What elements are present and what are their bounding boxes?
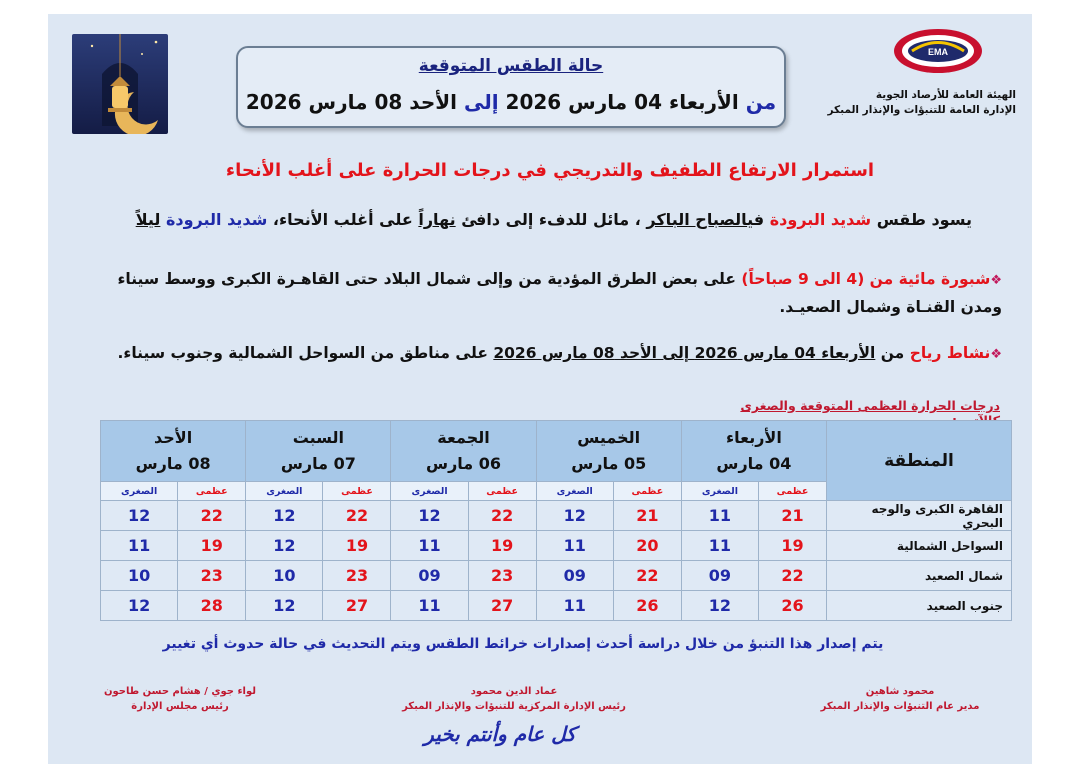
min-temp: 11	[391, 531, 468, 561]
min-temp: 12	[101, 591, 178, 621]
bullet-wind	[96, 344, 1002, 362]
fog-highlight: شبورة مائية من (4 الى 9 صباحاً)	[741, 270, 991, 288]
day-date: 08 مارس	[135, 454, 211, 473]
summary-part-4: الصباح الباكر	[646, 210, 748, 229]
day-date: 06 مارس	[426, 454, 502, 473]
summary-part-6: نهاراً	[418, 210, 456, 229]
max-temp: 23	[323, 561, 391, 591]
bullet-fog	[96, 266, 1002, 320]
day-header	[681, 421, 826, 482]
day-header	[391, 421, 536, 482]
max-label: عظمى	[613, 482, 681, 501]
greeting: كل عام وأنتم بخير	[424, 722, 576, 746]
region-name: جنوب الصعيد	[827, 591, 1012, 621]
region-header: المنطقة	[827, 421, 1012, 501]
max-temp: 21	[613, 501, 681, 531]
min-label: الصغرى	[101, 482, 178, 501]
day-name: السبت	[292, 428, 344, 447]
summary-part-3: في	[747, 210, 765, 229]
min-temp: 12	[536, 501, 613, 531]
table-row	[101, 591, 1012, 621]
table-caption: درجات الحرارة العظمى المتوقعة والصغرى	[740, 398, 1000, 413]
max-temp: 19	[759, 531, 827, 561]
max-temp: 19	[468, 531, 536, 561]
max-temp: 22	[759, 561, 827, 591]
summary-part-8: شديد البرودة	[165, 210, 268, 229]
signatory-title: مدير عام التنبؤات والإنذار المبكر	[820, 701, 980, 712]
min-label: الصغرى	[681, 482, 758, 501]
min-temp: 11	[101, 531, 178, 561]
period-mid: إلى	[463, 90, 499, 114]
day-header	[101, 421, 246, 482]
region-name: القاهرة الكبرى والوجه البحري	[827, 501, 1012, 531]
diamond-bullet-icon: ❖	[990, 347, 1002, 362]
fog-text: على بعض الطرق المؤدية من وإلى شمال البلاد حتى القاهـرة الكبرى ووسط سيناء ومدن القنـاة وشمال الصعيـد.	[117, 270, 1002, 316]
max-temp: 27	[468, 591, 536, 621]
max-label: عظمى	[178, 482, 246, 501]
wind-prefix: من	[880, 344, 905, 362]
ramadan-lantern-image	[72, 34, 168, 134]
max-temp: 23	[468, 561, 536, 591]
org-line-1: الهيئة العامة للأرصاد الجوية	[875, 89, 1016, 101]
table-row	[101, 561, 1012, 591]
wind-highlight: نشاط رياح	[909, 344, 991, 362]
min-temp: 12	[246, 531, 323, 561]
summary-part-7: على أغلب الأنحاء،	[272, 210, 413, 229]
signatory-name: محمود شاهين	[865, 686, 935, 697]
day-header	[246, 421, 391, 482]
min-temp: 12	[391, 501, 468, 531]
max-temp: 26	[759, 591, 827, 621]
signature-block	[394, 684, 634, 714]
signatory-title: رئيس مجلس الإدارة	[131, 701, 229, 712]
summary-part-2: شديد البرودة	[769, 210, 872, 229]
day-name: الخميس	[577, 428, 641, 447]
max-label: عظمى	[323, 482, 391, 501]
max-temp: 23	[178, 561, 246, 591]
wind-text: على مناطق من السواحل الشمالية وجنوب سيناء.	[117, 344, 488, 362]
min-temp: 12	[246, 591, 323, 621]
day-date: 05 مارس	[571, 454, 647, 473]
max-temp: 28	[178, 591, 246, 621]
min-temp: 11	[681, 531, 758, 561]
max-temp: 21	[759, 501, 827, 531]
day-date: 07 مارس	[280, 454, 356, 473]
min-temp: 09	[536, 561, 613, 591]
min-label: الصغرى	[536, 482, 613, 501]
summary-part-9: ليلاً	[135, 210, 161, 229]
update-note: يتم إصدار هذا التنبؤ من خلال دراسة أحدث إصدارات خرائط الطقس ويتم التحديث في حالة حدوث أي تغيير	[162, 636, 884, 652]
org-line-2: الإدارة العامة للتنبؤات والإنذار المبكر	[827, 104, 1016, 116]
headline: استمرار الارتفاع الطفيف والتدريجي في درجات الحرارة على أغلب الأنحاء	[225, 160, 875, 181]
max-temp: 26	[613, 591, 681, 621]
period-prefix: من	[745, 90, 777, 114]
signatory-name: عماد الدين محمود	[470, 686, 558, 697]
signatory-name: لواء جوي / هشام حسن طاحون	[103, 686, 257, 697]
period-end: الأحد 08 مارس 2026	[245, 90, 457, 114]
min-temp: 12	[101, 501, 178, 531]
summary-part-1: يسود طقس	[876, 210, 972, 229]
day-name: الجمعة	[437, 428, 490, 447]
region-name: السواحل الشمالية	[827, 531, 1012, 561]
min-temp: 09	[391, 561, 468, 591]
max-temp: 27	[323, 591, 391, 621]
min-temp: 11	[536, 531, 613, 561]
summary-part-5: ، مائل للدفء إلى دافئ	[461, 210, 641, 229]
max-label: عظمى	[468, 482, 536, 501]
max-temp: 20	[613, 531, 681, 561]
organization-name	[800, 88, 1016, 118]
ema-logo	[890, 26, 986, 76]
max-temp: 19	[178, 531, 246, 561]
logo-text: EMA	[928, 47, 948, 57]
day-name: الأربعاء	[725, 428, 782, 447]
max-temp: 22	[178, 501, 246, 531]
signatory-title: رئيس الإدارة المركزية للتنبؤات والإنذار المبكر	[402, 701, 626, 712]
signature-block	[80, 684, 280, 714]
max-label: عظمى	[759, 482, 827, 501]
title-box	[236, 46, 786, 128]
day-header	[536, 421, 681, 482]
min-temp: 12	[681, 591, 758, 621]
temperature-table	[100, 420, 1012, 621]
max-temp: 22	[323, 501, 391, 531]
wind-period: الأربعاء 04 مارس 2026 إلى الأحد 08 مارس 2026	[493, 344, 876, 362]
table-row	[101, 501, 1012, 531]
min-label: الصغرى	[246, 482, 323, 501]
day-name: الأحد	[154, 428, 193, 447]
table-row	[101, 531, 1012, 561]
min-temp: 10	[246, 561, 323, 591]
min-temp: 11	[681, 501, 758, 531]
table-header-row	[101, 421, 1012, 482]
max-temp: 19	[323, 531, 391, 561]
min-temp: 10	[101, 561, 178, 591]
diamond-bullet-icon: ❖	[990, 273, 1002, 288]
bulletin-title: حالة الطقس المتوقعة	[418, 56, 604, 76]
min-temp: 11	[391, 591, 468, 621]
region-name: شمال الصعيد	[827, 561, 1012, 591]
period-start: الأربعاء 04 مارس 2026	[505, 90, 739, 114]
forecast-period	[238, 90, 784, 114]
min-temp: 12	[246, 501, 323, 531]
max-temp: 22	[613, 561, 681, 591]
min-temp: 11	[536, 591, 613, 621]
signature-block	[790, 684, 1010, 714]
weather-summary	[96, 210, 972, 229]
max-temp: 22	[468, 501, 536, 531]
day-date: 04 مارس	[716, 454, 792, 473]
min-label: الصغرى	[391, 482, 468, 501]
min-temp: 09	[681, 561, 758, 591]
